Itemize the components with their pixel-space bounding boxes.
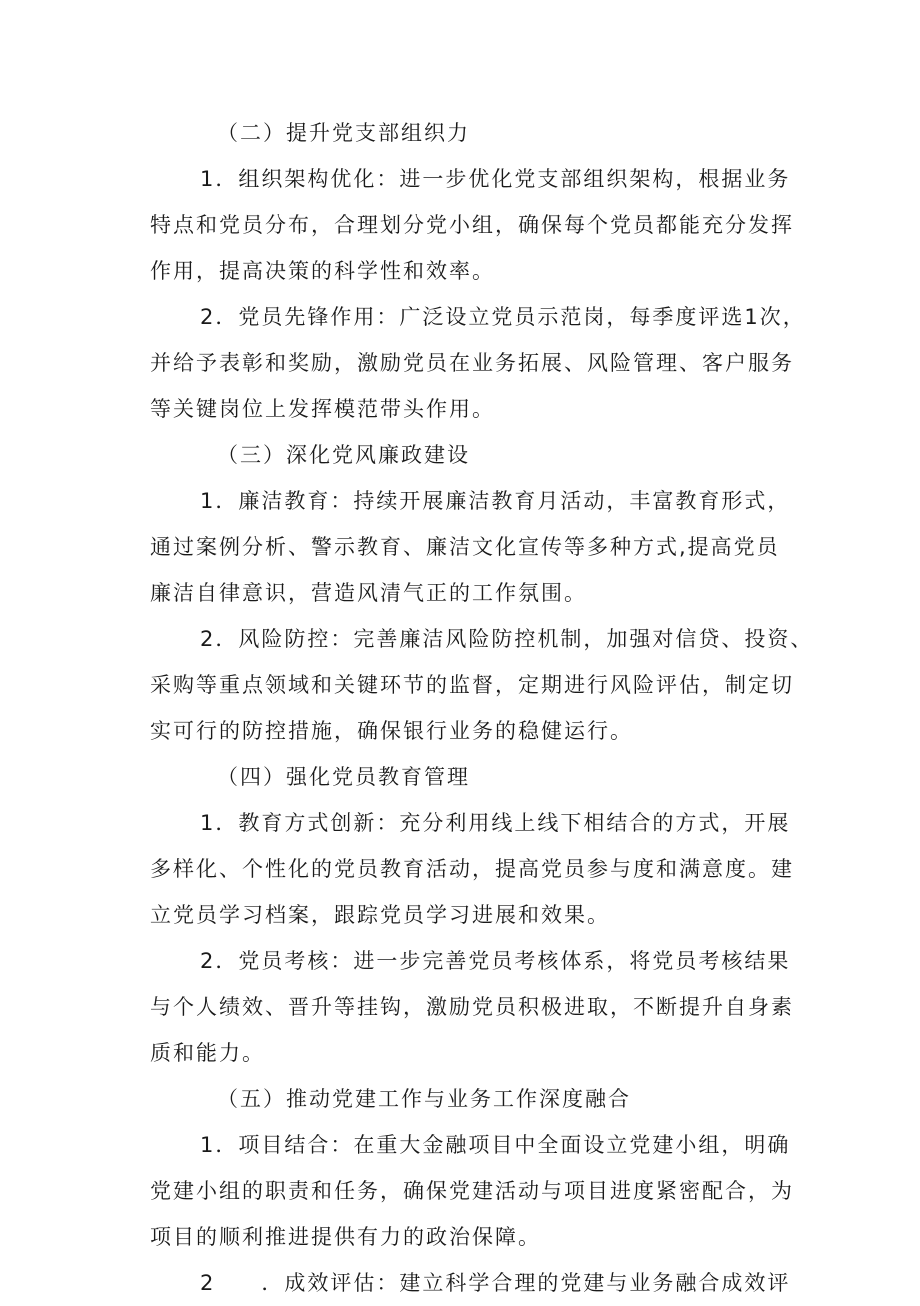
section-heading: （四）强化党员教育管理 xyxy=(217,765,470,789)
paragraph-line: 实可行的防控措施，确保银行业务的稳健运行。 xyxy=(150,719,633,743)
paragraph-line: 作用，提高决策的科学性和效率。 xyxy=(150,259,495,283)
paragraph-line: 2 ．成效评估：建立科学合理的党建与业务融合成效评 xyxy=(200,1271,791,1295)
paragraph-line: 2．风险防控：完善廉洁风险防控机制，加强对信贷、投资、 xyxy=(200,627,814,651)
paragraph xyxy=(150,294,805,432)
paragraph xyxy=(150,616,814,754)
paragraph-line: 1．组织架构优化：进一步优化党支部组织架构，根据业务 xyxy=(200,167,791,191)
paragraph-line: 1．廉洁教育：持续开展廉洁教育月活动，丰富教育形式， xyxy=(200,489,791,513)
paragraph xyxy=(150,938,805,1076)
paragraph xyxy=(150,800,805,938)
paragraph xyxy=(150,156,805,294)
paragraph-line: 2．党员考核：进一步完善党员考核体系，将党员考核结果 xyxy=(200,949,791,973)
paragraph-line: 质和能力。 xyxy=(150,1041,265,1065)
paragraph-line: 项目的顺利推进提供有力的政治保障。 xyxy=(150,1225,541,1249)
section-heading: （三）深化党风廉政建设 xyxy=(217,443,470,467)
document-body xyxy=(150,110,814,1306)
paragraph xyxy=(150,1122,805,1260)
paragraph-line: 等关键岗位上发挥模范带头作用。 xyxy=(150,397,495,421)
paragraph-line: 并给予表彰和奖励，激励党员在业务拓展、风险管理、客户服务 xyxy=(150,351,794,375)
paragraph-line: 党建小组的职责和任务，确保党建活动与项目进度紧密配合，为 xyxy=(150,1179,794,1203)
paragraph-line: 通过案例分析、警示教育、廉洁文化宣传等多种方式,提高党员 xyxy=(150,535,780,559)
section-heading: （五）推动党建工作与业务工作深度融合 xyxy=(217,1087,631,1111)
paragraph xyxy=(150,478,805,616)
section-heading: （二）提升党支部组织力 xyxy=(217,121,470,145)
paragraph-line: 2．党员先锋作用：广泛设立党员示范岗，每季度评选1次， xyxy=(200,305,806,329)
paragraph-line: 1．项目结合：在重大金融项目中全面设立党建小组，明确 xyxy=(200,1133,791,1157)
paragraph-line: 多样化、个性化的党员教育活动，提高党员参与度和满意度。建 xyxy=(150,857,794,881)
paragraph-line: 与个人绩效、晋升等挂钩，激励党员积极进取，不断提升自身素 xyxy=(150,995,794,1019)
paragraph-line: 廉洁自律意识，营造风清气正的工作氛围。 xyxy=(150,581,587,605)
paragraph-line: 采购等重点领域和关键环节的监督，定期进行风险评估，制定切 xyxy=(150,673,794,697)
paragraph xyxy=(150,1260,805,1306)
paragraph-line: 立党员学习档案，跟踪党员学习进展和效果。 xyxy=(150,903,610,927)
paragraph-line: 特点和党员分布，合理划分党小组，确保每个党员都能充分发挥 xyxy=(150,213,794,237)
paragraph-line: 1．教育方式创新：充分利用线上线下相结合的方式，开展 xyxy=(200,811,791,835)
